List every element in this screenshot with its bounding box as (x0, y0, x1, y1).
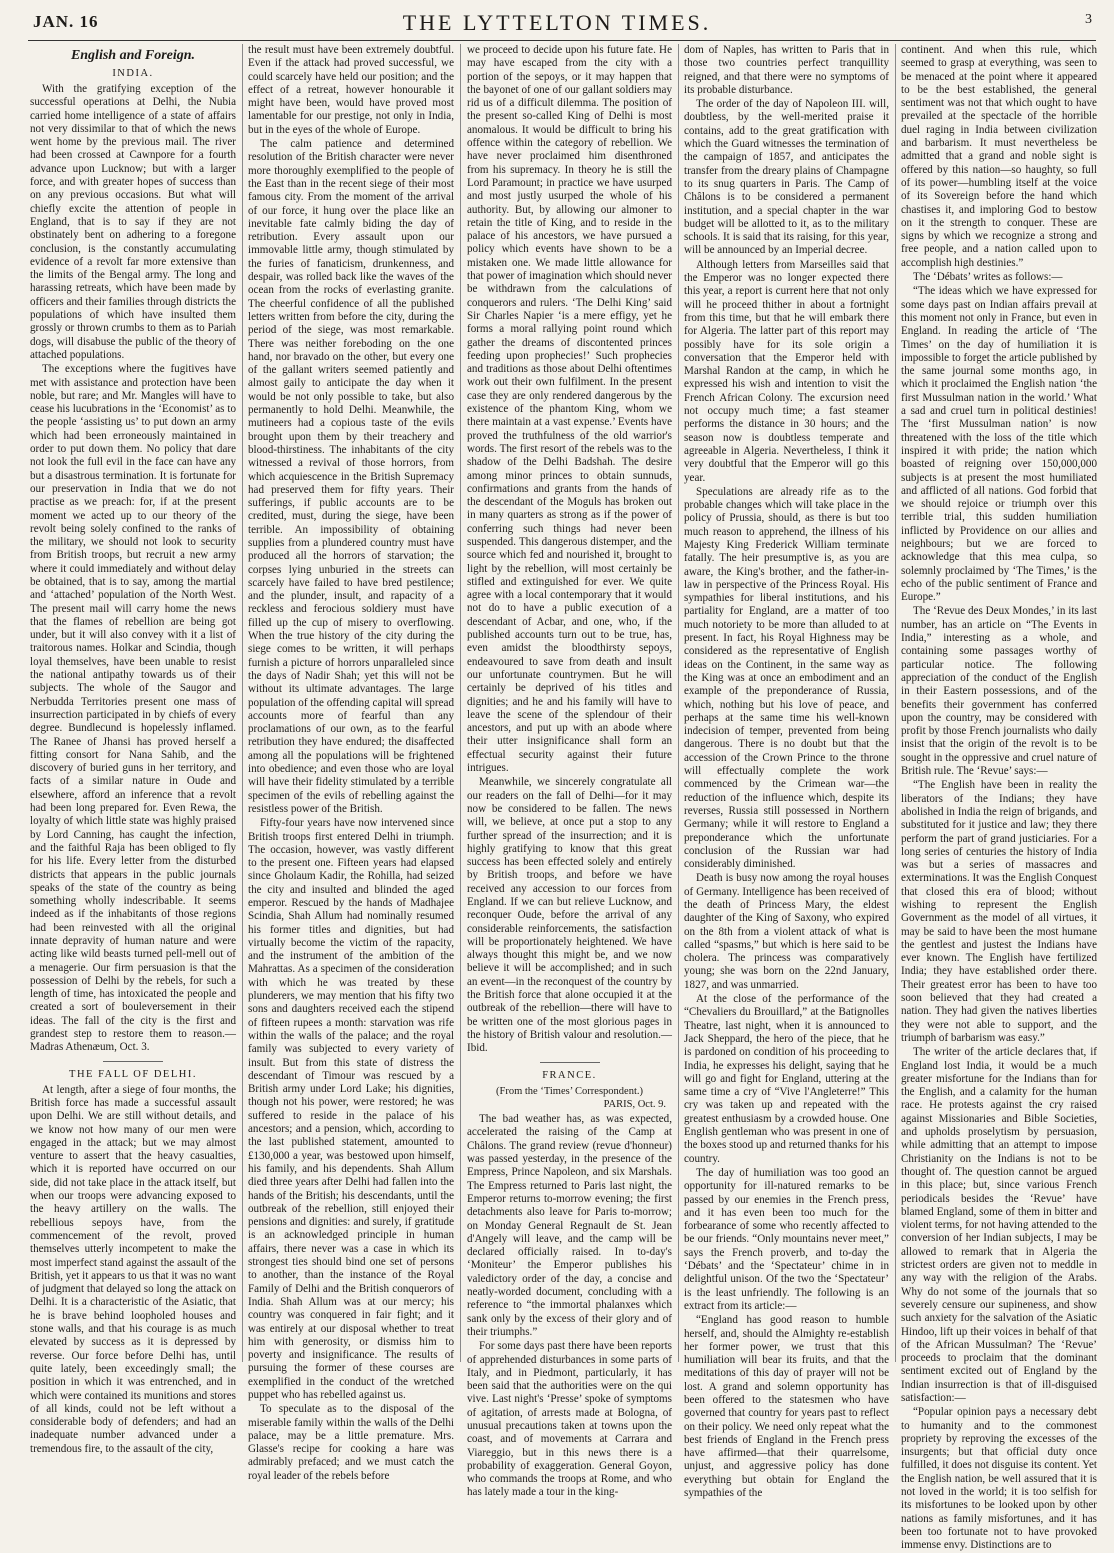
article-paragraph: At the close of the performance of the “Chevaliers du Brouillard,” at the Batignolles Theatre, last night, when it is announced to Jack Sheppard, the hero of the piece, that he is pardoned on condition of his proceeding to India, he expresses his delight, saying that he will go and fight for England, uttering at the same time a cry of “Vive l'Angleterre!” This cry was taken up and repeated with the greatest enthusiasm by a crowded house. One English gentleman who was present in one of the boxes stood up and returned thanks for his country. (684, 993, 889, 1165)
article-paragraph: The order of the day of Napoleon III. will, doubtless, by the well-merited praise it contains, add to the great gratification with which the Guard witnesses the termination of the campaign of 1857, and anticipates the transfer from the dreary plains of Champagne to its snug quarters in Paris. The Camp of Châlons is to be considered a permanent institution, and a special chapter in the war budget will be allotted to it, as to the military schools. It is said that its raising, for this year, will be announced by an Imperial decree. (684, 98, 889, 257)
article-paragraph: The bad weather has, as was expected, accelerated the raising of the Camp at Châlons. The grand review (revue d'honneur) was passed yesterday, in the presence of the Empress, Prince Napoleon, and six Marshals. The Empress returned to Paris last night, the Emperor returns to-morrow evening; the first detachments also leave for Paris to-morrow; on Monday General Regnault de St. Jean d'Angely will leave, and the camp will be declared officially raised. In to-day's ‘Moniteur’ the Emperor publishes his valedictory order of the day, a concise and neatly-worded document, concluding with a reference to “the immortal phalanxes which sank only by the excess of their glory and of their triumphs.” (467, 1113, 672, 1338)
page-header (0, 0, 1114, 44)
article-paragraph: The calm patience and determined resolution of the British character were never more thoroughly exemplified to the people of the East than in the recent siege of their most famous city. From the moment of the arrival of our force, it hung over the place like an inevitable fate calmly biding the day of retribution. Every assault upon our immovable little army, though stimulated by the furies of fanaticism, drunkenness, and despair, was rolled back like the waves of the ocean from the rocks of everlasting granite. The cheerful confidence of all the published letters written from before the city, during the period of the siege, was most remarkable. There was neither foreboding on the one hand, nor bravado on the other, but every one of the gallant writers seemed patiently and almost gaily to anticipate the day when it would be not only possible to take, but also permanently to hold Delhi. Meanwhile, the mutineers had a copious taste of the evils brought upon them by their treachery and blood-thirstiness. The inhabitants of the city witnessed a revival of those horrors, from which acquiescence in the British Supremacy had preserved them for fifty years. Their sufferings, if public accounts are to be credited, must, during the siege, have been terrible. An impossibility of obtaining supplies from a plundered country must have produced all the horrors of starvation; the corpses lying unburied in the streets can scarcely have failed to have bred pestilence; and the plunder, insult, and rapacity of a reckless and ferocious soldiery must have filled up the cup of misery to overflowing. When the true history of the city during the siege comes to be written, it will perhaps furnish a picture of horrors unparalleled since the days of Nadir Shah; yet this will not be without its ultimate advantages. The large population of the offending capital will spread accounts more of fearful than any proclamations of our own, as to the fearful retribution they have endured; the disaffected among all the populations will be frightened into obedience; and even those who are loyal will have their fidelity stimulated by a terrible specimen of the evils of rebelling against the resistless power of the British. (248, 138, 454, 815)
column-divider (460, 44, 461, 1362)
article-separator (540, 1062, 600, 1063)
article-paragraph: Meanwhile, we sincerely congratulate all our readers on the fall of Delhi—for it may now be considered to be fallen. The news will, we believe, at once put a stop to any further spread of the insurrection; and it is highly gratifying to know that this great success has been effected solely and entirely by British troops, and before we have received any accession to our forces from England. If we can but relieve Lucknow, and reconquer Oude, before the arrival of any considerable reinforcements, the satisfaction will be proportionately heightened. We have always thought this might be, and we now believe it will be accomplished; and in such an event—in the reconquest of the country by the British force that alone occupied it at the outbreak of the rebellion—there will have to be written one of the most glorious pages in the history of British valour and resolution.—Ibid. (467, 776, 672, 1055)
article-paragraph: continent. And when this rule, which seemed to grasp at everything, was seen to be menaced at the point where it appeared to be the best established, the general sentiment was not that which ought to have prevailed at the spectacle of the horrible duel raging in India between civilization and barbarism. It must nevertheless be admitted that a grand and noble sight is offered by this nation—so haughty, so full of its power—humbling itself at the voice of its Sovereign before the hand which chastises it, and imploring God to bestow on it the strength to conquer. These are signs by which we recognize a strong and free people, and a nation called upon to accomplish high destinies.” (901, 44, 1097, 269)
column-5 (901, 44, 1097, 1552)
article-paragraph: The writer of the article declares that, if England lost India, it would be a much greater misfortune for the Indians than for the English, and a calamity for the human race. He protests against the cry raised against Missionaries and Bible Societies, and upholds proselytism by persuasion, while admitting that an attempt to impose Christianity on the Indians is not to be thought of. The question cannot be argued in this place; but, since various French periodicals besides the ‘Revue’ have blamed England, some of them in bitter and violent terms, for not having attended to the conversion of her Indian subjects, I may be allowed to remark that in Algeria the strictest orders are given not to meddle in any way with the religion of the Arabs. Why do not some of the journals that so severely censure our supineness, and show such anxiety for the salvation of the Asiatic Hindoo, lift up their voices in behalf of that of the African Mussulman? The ‘Revue’ proceeds to proclaim that the dominant sentiment excited out of England by the Indian insurrection is that of ill-disguised satisfaction:— (901, 1046, 1097, 1404)
article-paragraph: “The ideas which we have expressed for some days past on Indian affairs prevail at this moment not only in France, but even in England. In reading the article of ‘The Times’ on the day of humiliation it is impossible to forget the article published by the same journal some months ago, in which it proclaimed the English nation ‘the first Mussulman nation in the world.’ What a sad and cruel turn in political destinies! The ‘first Mussulman nation’ is now threatened with the loss of the title which inspired it with pride; the nation which boasted of reigning over 150,000,000 subjects is at present the most humiliated and afflicted of all nations. God forbid that we should rejoice or triumph over this terrible trial, this sudden humiliation inflicted by Providence on our allies and neighbours; but we are forced to acknowledge that this mea culpa, so solemnly proclaimed by ‘The Times,’ is the echo of the public sentiment of France and Europe.” (901, 285, 1097, 604)
source-line: (From the ‘Times’ Correspondent.) (496, 1085, 643, 1097)
column-3 (467, 44, 672, 1499)
article-heading: THE FALL OF DELHI. (69, 1068, 197, 1080)
header-rule (28, 40, 1096, 41)
section-heading: English and Foreign. (70, 48, 196, 63)
column-divider (678, 44, 679, 1362)
column-divider (895, 44, 896, 1362)
dateline: PARIS, Oct. 9. (603, 1098, 666, 1110)
article-paragraph: With the gratifying exception of the successful operations at Delhi, the Nubia carried home intelligence of a state of affairs not very dissimilar to that of which the news went home by the previous mail. The river had been crossed at Cawnpore for a fourth advance upon Lucknow; but with a larger force, and with greater hopes of success than on any previous occasions. But what will chiefly excite the attention of people in England, that is to say if they are not obstinately bent on adhering to a foregone conclusion, is the constantly accumulating evidence of a revolt far more extensive than the limits of the Bengal army. The long and harassing retreats, which have been made by officers and their families through districts the populations of which have insulted them grossly or thrown crumbs to them as to Pariah dogs, will disabuse the public of the theory of attached populations. (30, 83, 236, 361)
article-paragraph: Death is busy now among the royal houses of Germany. Intelligence has been received of the death of Princess Mary, the eldest daughter of the King of Saxony, who expired on the 8th from a violent attack of what is called “spasms,” but which is here said to be cholera. The princess was comparatively young; she was born on the 22nd January, 1827, and was unmarried. (684, 872, 889, 991)
article-paragraph: “Popular opinion pays a necessary debt to humanity and to the commonest propriety by reproving the excesses of the insurgents; but that official duty once fulfilled, it does not disguise its content. Yet the English nation, be well assured that it is not loved in the world; it is too selfish for its misfortunes to be looked upon by other nations as family misfortunes, and it has been too fortunate not to have provoked immense envy. Distinctions are to (901, 1406, 1097, 1552)
article-paragraph: “The English have been in reality the liberators of the Indians; they have abolished in India the reign of brigands, and substituted for it justice and law; they there perform the part of grand justiciaries. For a long series of centuries the history of India was but a series of massacres and exterminations. It was the English Conquest that closed this era of blood; without wishing to represent the English Government as the model of all virtues, it may be said to have been the most humane the gentlest and justest the Indians have ever known. The English have fertilized India; they have established order there. Their greatest error has been to have too soon believed that they had created a nation. They had given the natives liberties they were not able to support, and the triumph of barbarism was easy.” (901, 779, 1097, 1044)
article-separator (103, 1061, 163, 1062)
article-paragraph: At length, after a siege of four months, the British force has made a successful assault upon Delhi. We are still without details, and we know not how many of our men were engaged in the attack; but we may almost venture to assert that the heavy casualties, which it is reported have occurred on our side, did not take place in the attack itself, but when our troops were advancing exposed to the heavy artillery on the walls. The rebellious sepoys have, from the commencement of the revolt, proved themselves utterly incompetent to make the most imperfect stand against the assault of the British, yet it appears to us that it was no want of judgment that delayed so long the attack on Delhi. It is a characteristic of the Asiatic, that he is brave behind loopholed houses and stone walls, and that his courage is as much elevated by success as it is depressed by reverse. Our force before Delhi has, until quite lately, been exceedingly small; the position in which it was entrenched, and in which were contained its munitions and stores of all kinds, could not be left without a considerable body of defenders; and had an inadequate number advanced under a tremendous fire, to the assault of the city, (30, 1083, 236, 1455)
article-paragraph: To speculate as to the disposal of the miserable family within the walls of the Delhi palace, may be a little premature. Mrs. Glasse's recipe for cooking a hare was admirably prefaced; and we must catch the royal leader of the rebels before (248, 1403, 454, 1482)
page-number: 3 (1085, 12, 1092, 27)
column-4 (684, 44, 889, 1500)
column-2 (248, 44, 454, 1482)
article-paragraph: “England has good reason to humble herself, and, should the Almighty re-establish her former power, we trust that this humiliation will bear its fruits, and that the meditations of this day of prayer will not be lost. A grand and solemn opportunity has been offered to the statesmen who have governed that country for years past to reflect on their policy. We need only repeat what the best friends of England in the French press have affirmed—that their quarrelsome, unjust, and aggressive policy has done everything but obtain for England the sympathies of the (684, 1314, 889, 1500)
article-paragraph: Speculations are already rife as to the probable changes which will take place in the policy of Prussia, should, as there is but too much reason to apprehend, the illness of his Majesty King Frederick William terminate fatally. The heir presumptive is, as you are aware, the King's brother, and the father-in-law in perspective of the Princess Royal. His sympathies for liberal institutions, and his partiality for England, are a matter of too much notoriety to be more than alluded to at present. In fact, his Royal Highness may be considered as the representative of English ideas on the Continent, in the same way as the King was at once an embodiment and an example of the preponderance of Russia, which, nothing but his love of peace, and perhaps at the same time his well-known indecision of temper, prevented from being dangerous. There is no doubt but that the accession of the Crown Prince to the throne will effectually complete the work commenced by the Crimean war—the reduction of the influence which, despite its reverses, Russia still possessed in Northern Germany; while it will restore to England a preponderance which the unfortunate conclusion of the Russian war had considerably diminished. (684, 485, 889, 871)
article-paragraph: Although letters from Marseilles said that the Emperor was no longer expected there this year, a report is current here that not only will he proceed thither in about a fortnight from this time, but that he will embark there for Algeria. The latter part of this report may possibly have for its sole origin a conversation that the Emperor held with Marshal Randon at the camp, in which he expressed his wish and intention to visit the French African Colony. The excursion need not occupy much time; a fast steamer performs the distance in 30 hours; and the season now is doubtless temperate and agreeable in Algeria. Nevertheless, I think it very doubtful that the Emperor will go this year. (684, 258, 889, 484)
column-1 (30, 44, 236, 1455)
article-paragraph: The day of humiliation was too good an opportunity for ill-natured remarks to be passed by our enemies in the French press, and it has even been too much for the forbearance of some who recently affected to be our friends. “Only mountains never meet,” says the French proverb, and to-day the ‘Débats’ and the ‘Spectateur’ chime in in delightful unison. Of the two the ‘Spectateur’ is the least unfriendly. The following is an extract from its article:— (684, 1166, 889, 1312)
column-divider (242, 44, 243, 1362)
article-paragraph: Fifty-four years have now intervened since British troops first entered Delhi in triumph. The occasion, however, was vastly different to the present one. Fifteen years had elapsed since Gholaum Kadir, the Rohilla, had seized the city and insulted and blinded the aged emperor. Rescued by the hands of Madhajee Scindia, Shah Allum had nominally resumed his former titles and dignities, but had virtually become the victim of the rapacity, and the instrument of the ambition of the Mahrattas. As a specimen of the consideration with which he was treated by these plunderers, we may mention that his fifty two sons and daughters received each the stipend of fifteen rupees a month: starvation was rife within the walls of the palace; and the royal family was subjected to every variety of insult. But from this state of distress the descendant of Timour was rescued by a British army under Lord Lake; his dignities, though not his power, were restored; he was suffered to reside in the palace of his ancestors; and a pension, which, according to the last published statement, amounted to £130,000 a year, was bestowed upon himself, his family, and his dependents. Shah Allum died three years after Delhi had fallen into the hands of the British; his descendants, until the outbreak of the rebellion, still enjoyed their pensions and dignities: and surely, if gratitude is an acknowledged principle in human affairs, there never was a case in which its strongest ties should bind one set of persons to another, than the instance of the Royal Family of Delhi and the British conquerors of India. Shah Allum was at our mercy; his country was conquered in fair fight; and it was entirely at our disposal whether to treat him with generosity, or dismiss him to poverty and insignificance. The results of pursuing the former of these courses are exemplified in the conduct of the wretched puppet who has rebelled against us. (248, 817, 454, 1401)
article-heading: FRANCE. (542, 1069, 597, 1081)
article-paragraph: dom of Naples, has written to Paris that in those two countries perfect tranquillity reigned, and that there were no symptoms of its probable disturbance. (684, 44, 889, 96)
issue-date: JAN. 16 (33, 12, 99, 31)
article-paragraph: the result must have been extremely doubtful. Even if the attack had proved successful, we could scarcely have held our position; and the effect of a retreat, however honourable it might have been, would have proved most lamentable for our prestige, not only in India, but in the eyes of the whole of Europe. (248, 44, 454, 136)
article-paragraph: The ‘Revue des Deux Mondes,’ in its last number, has an article on “The Events in India,” interesting as a whole, and containing some passages worthy of particular notice. The following appreciation of the conduct of the English in their Eastern possessions, and of the benefits their government has conferred upon the country, may be considered with profit by those French journalists who daily insist that the origin of the revolt is to be sought in the oppressive and cruel nature of British rule. The ‘Revue’ says:— (901, 605, 1097, 778)
article-paragraph: we proceed to decide upon his future fate. He may have escaped from the city with a portion of the sepoys, or it may happen that the bayonet of one of our gallant soldiers may rid us of a difficult dilemma. The position of the present so-called King of Delhi is most anomalous. It would be difficult to bring his offence within the category of rebellion. We have never proclaimed him disenthroned from his supremacy. In theory he is still the Lord Paramount; in practice we have usurped and most justly usurped the whole of his authority. But, by allowing our almoner to retain the title of King, and to reside in the palace of his ancestors, we have pursued a policy which events have shown to be a mistaken one. We made little allowance for that power of imagination which should never be withdrawn from the calculations of conquerors and rulers. ‘The Delhi King’ said Sir Charles Napier ‘is a mere effigy, yet he forms a moral rallying point round which gather the dreams of discontented princes feeding upon prophecies!’ Such prophecies and traditions as those about Delhi oftentimes work out their own fulfilment. In the present case they are only rendered dangerous by the existence of the phantom King, whom we there maintain at a vast expense.’ Events have proved the truthfulness of the old warrior's words. The first resort of the rebels was to the shadow of the Delhi Badshah. The desire among minor princes to obtain sunnuds, confirmations and grants from the hands of the descendant of the Moguls has broken out in many quarters as strong as if the power of conferring such things had never been suspended. This dangerous distemper, and the source which fed and nourished it, brought to light by the rebellion, will most certainly be stifled and extinguished for ever. We quite agree with a local contemporary that it would not do to have a public execution of a descendant of Acbar, and one, who, if the published accounts turn out to be true, has, even amidst the bloodthirsty sepoys, endeavoured to save from death and insult our unfortunate countrymen. But he will certainly be deprived of his titles and dignities; and he and his family will have to leave the scene of the splendour of their ancestors, and put up with an abode where their utter insignificance shall form an effectual security against their future intrigues. (467, 44, 672, 775)
article-paragraph: The exceptions where the fugitives have met with assistance and protection have been noble, but rare; and Mr. Mangles will have to cease his lucubrations in the ‘Economist’ as to the people ‘assisting us’ to put down an army which had been erroneously maintained in order to put down them. No policy that dare not look the full evil in the face can have any but a disastrous termination. It is fortunate for our preservation in India that we do not practise as we preach: for, if at the present moment we acted up to our theory of the revolt being solely confined to the ranks of the military, we should not look to security from British troops, but recruit a new army where it could immediately and without delay be obtained, that is to say, among the martial and ‘attached’ population of the North West. The present mail will carry home the news that the flames of rebellion are being got under, but it will also convey with it a list of traitorous names. Holkar and Scindia, though loyal themselves, have been unable to resist the national antipathy towards us of their subjects. The whole of the Saugor and Nerbudda Territories present one mass of insurrection participated in by chiefs of every degree. Bundlecund is hopelessly inflamed. The Ranee of Jhansi has proved herself a fitting consort for Nana Sahib, and the discovery of buried guns in her territory, and facts of a similar nature in Oude and elsewhere, afford an inference that a revolt had been long prepared for. Even Rewa, the loyalty of which little state was highly praised by Lord Canning, has caught the infection, and the faithful Raja has been obliged to fly for his life. Every letter from the disturbed districts that appears in the public journals speaks of the state of the country as being something wholly indescribable. It seems indeed as if the inhabitants of those regions had been reinvested with all the original innate depravity of human nature and were acting like wild beasts turned pell-mell out of a menagerie. Our firm persuasion is that the possession of Delhi by the rebels, for such a length of time, has intoxicated the people and created a sort of bouleversement in their ideas. The fall of the city is the first and grandest step to restore them to reason.—Madras Athenæum, Oct. 3. (30, 363, 236, 1054)
article-heading: INDIA. (112, 68, 154, 79)
article-paragraph: The ‘Débats’ writes as follows:— (913, 271, 1063, 284)
masthead-title: THE LYTTELTON TIMES. (402, 10, 712, 35)
article-paragraph: For some days past there have been reports of apprehended disturbances in some parts of Italy, and in Piedmont, particularly, it has been said that the authorities were on the qui vive. Last night's ‘Presse’ spoke of symptoms of agitation, of arrests made at Bologna, of unusual precautions taken at towns upon the coast, and of movements at Carrara and Viareggio, but in this news there is a probability of exaggeration. General Goyon, who commands the troops at Rome, and who has lately made a tour in the king- (467, 1340, 672, 1499)
